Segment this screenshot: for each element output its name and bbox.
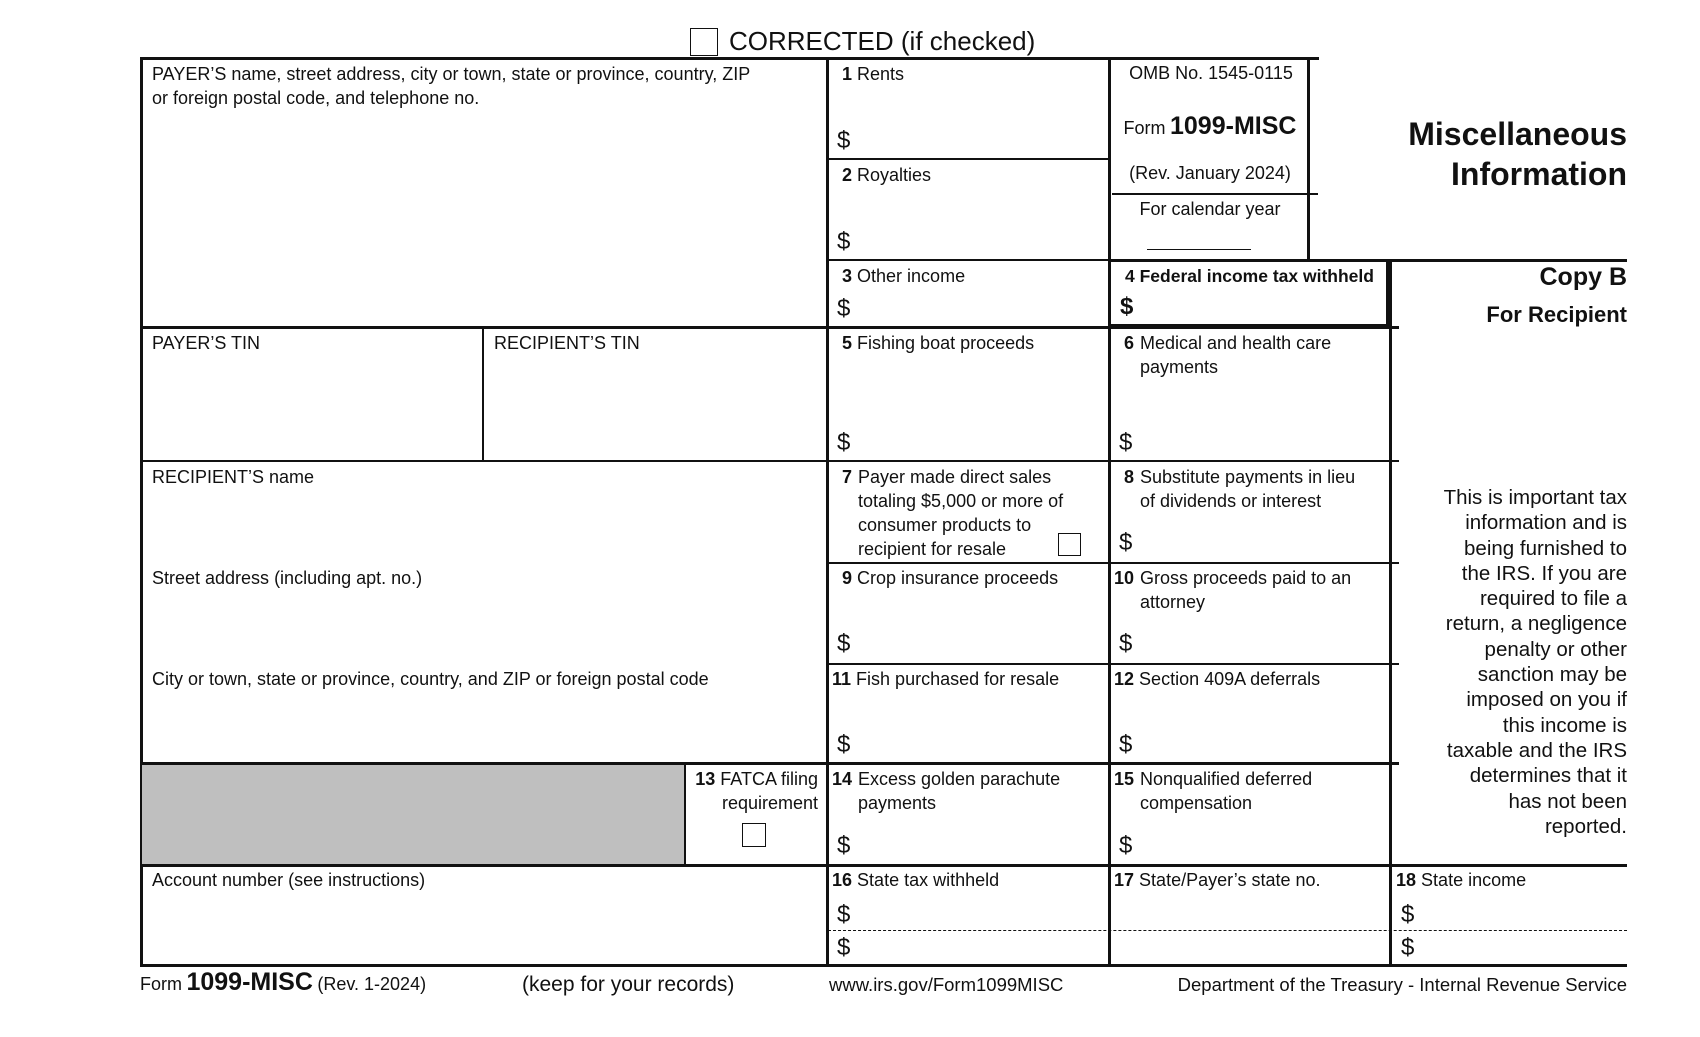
recipient-name-field[interactable] [145, 492, 823, 552]
box5-dollar: $ [837, 429, 851, 456]
city-field[interactable] [145, 694, 823, 758]
box1-field[interactable] [862, 92, 1102, 154]
footer-revision: (Rev. 1-2024) [317, 974, 427, 994]
form-revision: (Rev. January 2024) [1129, 163, 1291, 183]
box9-field[interactable] [862, 595, 1102, 658]
box8-label: 8 Substitute payments in lieu of dividends or interest [1124, 467, 1356, 511]
footer-keep: (keep for your records) [522, 973, 735, 996]
box6-dollar: $ [1119, 429, 1133, 456]
box2-label: 2 Royalties [842, 165, 932, 185]
box16-dollar-1: $ [837, 901, 851, 928]
box13-label [690, 767, 818, 815]
box17-field-1[interactable] [1114, 900, 1384, 928]
box4-dollar: $ [1120, 293, 1134, 320]
rule-col-copy [1389, 259, 1392, 967]
box18-dollar-2: $ [1401, 934, 1415, 961]
rule-bottom [140, 964, 1627, 967]
street-address-label: Street address (including apt. no.) [152, 568, 423, 588]
box12-dollar: $ [1119, 731, 1133, 758]
box12-label: 12 Section 409A deferrals [1114, 669, 1321, 689]
box15-field[interactable] [1145, 820, 1381, 860]
street-address-field[interactable] [145, 592, 823, 652]
rule-row-account [140, 864, 1627, 867]
rule-tin-divider [482, 326, 484, 462]
box16-field-2[interactable] [862, 933, 1102, 961]
omb-number: OMB No. 1545-0115 [1129, 63, 1293, 83]
box18-dollar-1: $ [1401, 901, 1415, 928]
calendar-year-label: For calendar year [1139, 199, 1281, 219]
recipient-tin-label: RECIPIENT’S TIN [494, 333, 640, 353]
box10-label: 10 Gross proceeds paid to an attorney [1114, 568, 1352, 612]
footer-form-word: Form [140, 974, 182, 994]
box9-label: 9 Crop insurance proceeds [842, 568, 1059, 588]
box13-text2: requirement [721, 793, 818, 813]
account-number-field[interactable] [145, 895, 823, 960]
rule-omb-divider [1112, 193, 1318, 195]
rule-box1-bottom [828, 158, 1110, 160]
copy-sub: For Recipient [1486, 302, 1627, 327]
box2-field[interactable] [862, 192, 1102, 254]
rule-box2-bottom [828, 259, 1119, 261]
box10-dollar: $ [1119, 630, 1133, 657]
copy-label: Copy B [1539, 263, 1627, 291]
account-number-label: Account number (see instructions) [152, 870, 426, 890]
fatca-checkbox[interactable] [742, 823, 766, 847]
box15-label: 15 Nonqualified deferred compensation [1114, 769, 1313, 813]
box13-text: FATCA filing [720, 769, 818, 789]
box1-label: 1 Rents [842, 64, 905, 84]
footer-url: www.irs.gov/Form1099MISC [829, 974, 1064, 995]
box13-number: 13 [695, 769, 716, 789]
box4-label: 4 Federal income tax withheld [1125, 266, 1374, 286]
box3-field[interactable] [862, 288, 1102, 322]
calendar-year-field[interactable] [1147, 225, 1251, 250]
box14-field[interactable] [862, 820, 1102, 860]
box15-dollar: $ [1119, 832, 1133, 859]
rule-state-dashed [828, 930, 1627, 931]
form-number: 1099-MISC [1170, 112, 1297, 140]
shaded-area [142, 765, 684, 864]
payer-name-field[interactable] [145, 110, 823, 322]
box10-field[interactable] [1145, 618, 1381, 658]
box18-field-2[interactable] [1426, 933, 1622, 961]
payer-name-label: PAYER’S name, street address, city or town, state or province, country, ZIP or foreign postal code, and telephone no. [152, 64, 751, 108]
box11-label: 11 Fish purchased for resale [832, 669, 1060, 689]
box11-field[interactable] [862, 696, 1102, 758]
box6-field[interactable] [1145, 385, 1381, 456]
recipient-name-label: RECIPIENT’S name [152, 467, 315, 487]
box7-label: 7 Payer made direct sales totaling $5,000 or more of consumer products to recipient for resale [842, 467, 1064, 559]
box18-label: 18 State income [1396, 870, 1527, 890]
footer-dept: Department of the Treasury - Internal Revenue Service [1177, 974, 1627, 995]
rule-col-amounts [826, 57, 829, 967]
box1-dollar: $ [837, 127, 851, 154]
payer-tin-label: PAYER’S TIN [152, 333, 261, 353]
payer-tin-field[interactable] [145, 360, 479, 456]
corrected-label: CORRECTED (if checked) [729, 26, 1036, 56]
box16-label: 16 State tax withheld [832, 870, 1000, 890]
rule-row-9 [828, 562, 1399, 564]
box3-dollar: $ [837, 295, 851, 322]
box8-field[interactable] [1145, 518, 1381, 558]
footer-form-number: 1099-MISC [186, 968, 313, 996]
rule-fatca-divider [684, 762, 686, 866]
box16-dollar-2: $ [837, 934, 851, 961]
rule-row-11 [828, 663, 1399, 665]
box4-field[interactable] [1145, 290, 1381, 322]
box12-field[interactable] [1145, 696, 1381, 758]
form-number-block [1112, 112, 1308, 141]
box11-dollar: $ [837, 731, 851, 758]
box14-dollar: $ [837, 832, 851, 859]
box14-label: 14 Excess golden parachute payments [832, 769, 1061, 813]
form-title-line1: Miscellaneous [1408, 116, 1627, 152]
box5-label: 5 Fishing boat proceeds [842, 333, 1035, 353]
rule-omb-right [1307, 57, 1310, 262]
box6-label: 6 Medical and health care payments [1124, 333, 1332, 377]
box8-dollar: $ [1119, 529, 1133, 556]
recipient-notice: This is important tax information and is being furnished to the IRS. If you are required to file a return, a negligence penalty or other sanction may be imposed on you if this income is taxable and the IRS determines that it has not been reported. [1443, 486, 1627, 838]
corrected-checkbox[interactable] [690, 28, 718, 56]
city-label: City or town, state or province, country, and ZIP or foreign postal code [152, 669, 709, 689]
box18-field-1[interactable] [1426, 900, 1622, 928]
rule-col-right [1108, 57, 1111, 967]
box7-checkbox[interactable] [1058, 533, 1081, 556]
box2-dollar: $ [837, 228, 851, 255]
form-title-line2: Information [1451, 156, 1627, 192]
footer-form-id [140, 968, 426, 997]
box9-dollar: $ [837, 630, 851, 657]
rule-top [140, 57, 1319, 60]
recipient-tin-field[interactable] [487, 360, 823, 456]
form-title [1325, 114, 1627, 194]
box3-label: 3 Other income [842, 266, 966, 286]
rule-row-recipient [140, 460, 1399, 462]
box5-field[interactable] [862, 362, 1102, 456]
box17-field-2[interactable] [1114, 933, 1384, 961]
box16-field-1[interactable] [862, 900, 1102, 928]
form-word: Form [1123, 118, 1166, 138]
box17-label: 17 State/Payer’s state no. [1114, 870, 1321, 890]
